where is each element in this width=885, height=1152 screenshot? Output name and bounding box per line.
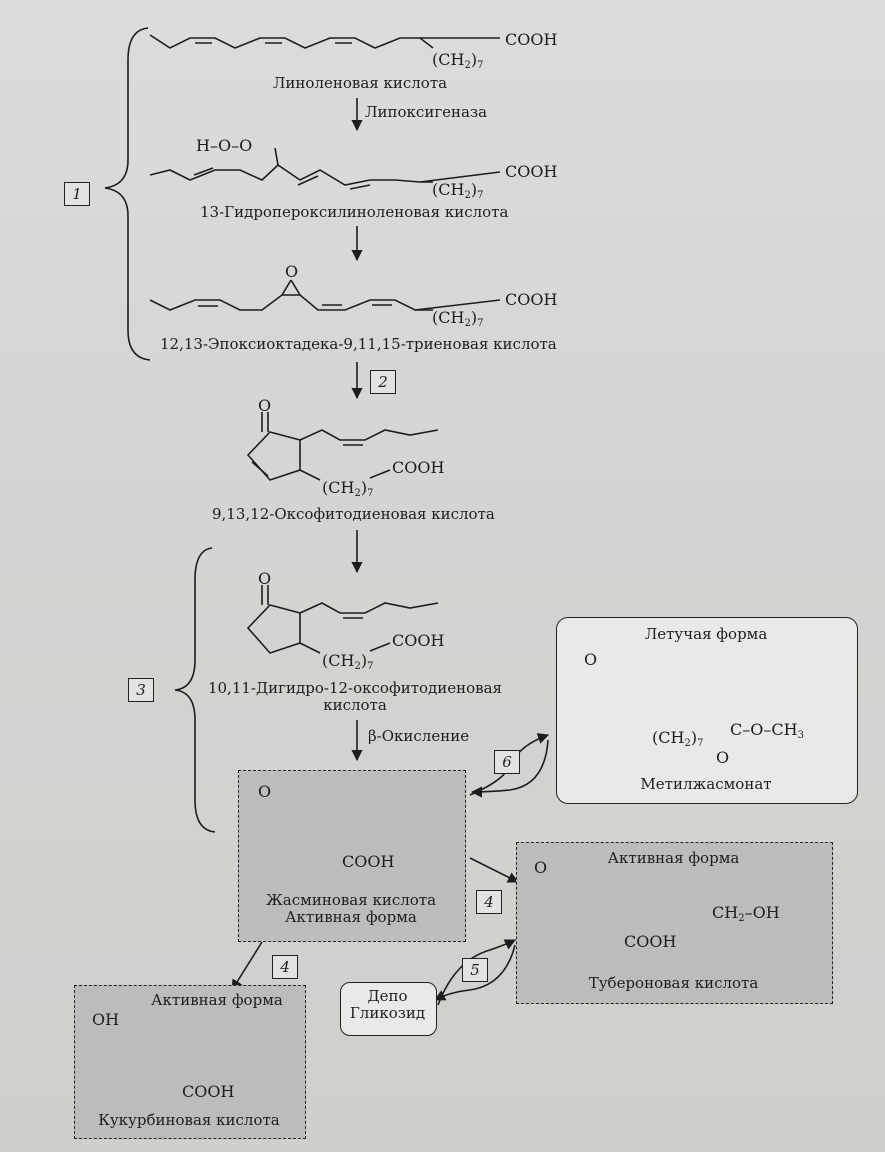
dihydro-cooh: COOH [392,631,445,650]
hydroperoxy-label: 13-Гидропероксилиноленовая кислота [200,203,509,221]
cucurbic-label: Кукурбиновая кислота [98,1111,280,1129]
depot-label [340,988,435,1023]
oxophyto-label: 9,13,12-Оксофитодиеновая кислота [212,505,495,523]
linolenic-chain [150,35,500,48]
group-label-5: 5 [462,958,488,982]
brace-1 [105,28,150,360]
epoxy-label: 12,13-Эпоксиоктадека-9,11,15-триеновая кислота [160,335,557,353]
epoxy-chain [150,280,500,310]
methyljasmonate-ch2: $(CH_2)_7$ [652,728,704,749]
group-label-2: 2 [370,370,396,394]
linolenic-ch2: $(CH_2)_7$ [432,50,484,71]
jasmonic-cooh: COOH [342,852,395,871]
epoxy-ch2: $(CH_2)_7$ [432,308,484,329]
cucurbic-cooh: COOH [182,1082,235,1101]
methyljasmonate-oxygen: O [584,650,598,669]
tuberonic-cooh: COOH [624,932,677,951]
group-label-3: 3 [128,678,154,702]
tuberonic-ch2oh: $CH_2-OH$ [712,903,780,924]
methyljasmonate-carbonyl-o: O [716,748,730,767]
cucurbic-title: Активная форма [151,991,283,1009]
group-label-6: 6 [494,750,520,774]
hydroperoxy-ch2: $(CH_2)_7$ [432,180,484,201]
jasmonic-label [238,892,464,927]
jasmonic-label-line2: Активная форма [285,908,417,927]
depot-label-line2: Гликозид [349,1004,426,1023]
hydroperoxy-group: H–O–O [196,136,253,155]
beta-oxidation-label: β-Окисление [368,727,470,745]
methyljasmonate-label: Метилжасмонат [640,775,772,793]
group-label-4a: 4 [476,890,502,914]
linolenic-cooh: COOH [505,30,558,49]
jasmonic-oxygen: O [258,782,272,801]
epoxy-cooh: COOH [505,290,558,309]
volatile-form-title: Летучая форма [644,625,768,643]
epoxy-oxygen: O [285,262,299,281]
dihydro-label-line2: кислота [323,696,387,715]
oxophyto-ch2: $(CH_2)_7$ [322,478,374,499]
arrow-jasmonic-to-cucurbic [232,942,262,990]
oxophyto-cooh: COOH [392,458,445,477]
dihydro-ch2: $(CH_2)_7$ [322,651,374,672]
dihydro-oxygen: O [258,569,272,588]
group-label-1: 1 [64,182,90,206]
hydroperoxy-cooh: COOH [505,162,558,181]
arrow-jasmonic-to-tuberonic [470,858,518,882]
tuberonic-oxygen: O [534,858,548,877]
tuberonic-label: Тубероновая кислота [588,974,759,992]
dihydro-label [205,680,505,715]
methyljasmonate-ester: $C-O-CH_3$ [730,720,804,741]
tuberonic-title: Активная форма [607,849,740,867]
depot-label-line1: Депо [367,987,408,1005]
lipoxygenase-label: Липоксигеназа [365,103,488,121]
linolenic-label: Линоленовая кислота [272,74,448,92]
group-label-4b: 4 [272,955,298,979]
oxophyto-oxygen: O [258,396,272,415]
dihydro-label-line1: 10,11-Дигидро-12-оксофитодиеновая [207,679,503,697]
cucurbic-oh: OH [92,1010,120,1029]
jasmonic-label-line1: Жасминовая кислота [265,891,437,909]
